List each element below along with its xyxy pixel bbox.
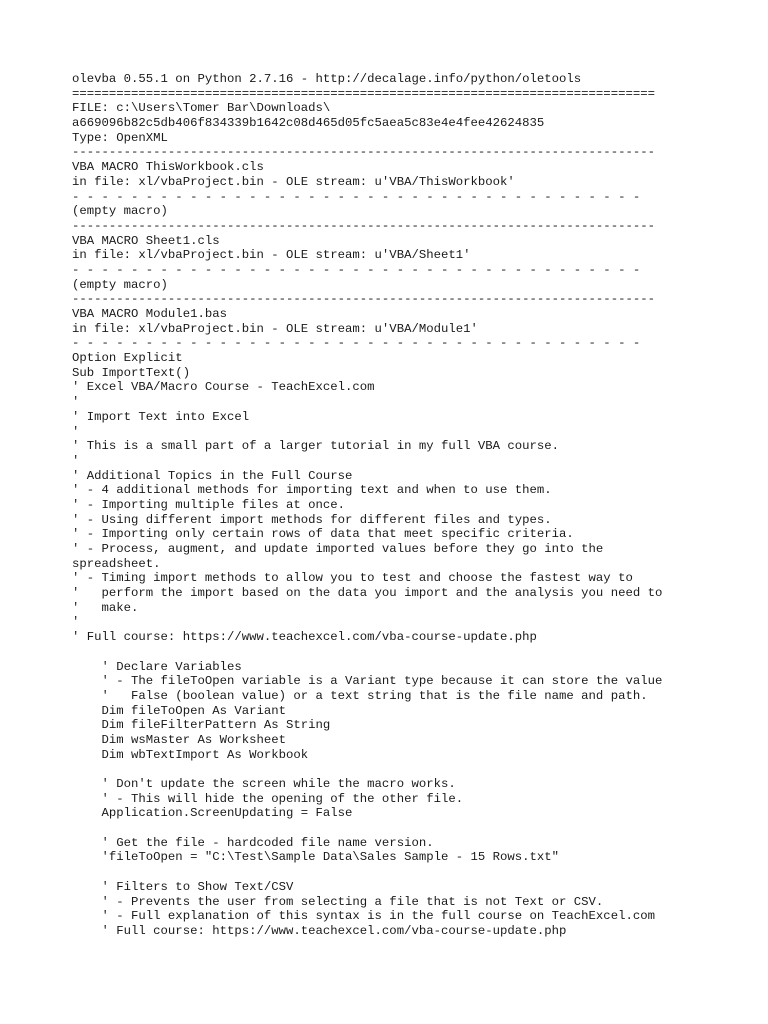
file-type-line: Type: OpenXML <box>72 130 168 145</box>
code-line: spreadsheet. <box>72 556 161 571</box>
macro-stream: in file: xl/vbaProject.bin - OLE stream: u'VBA/ThisWorkbook' <box>72 174 515 189</box>
blank-line <box>72 645 692 660</box>
code-line: Application.ScreenUpdating = False <box>72 806 353 821</box>
code-line: ' This is a small part of a larger tutorial in my full VBA course. <box>72 439 560 454</box>
code-line: 'fileToOpen = "C:\Test\Sample Data\Sales Sample - 15 Rows.txt" <box>72 850 560 865</box>
code-line: Sub ImportText() <box>72 365 191 380</box>
file-hash-line: a669096b82c5db406f834339b1642c08d465d05fc5aea5c83e4e4fee42624835 <box>72 116 545 131</box>
macro-stream: in file: xl/vbaProject.bin - OLE stream: u'VBA/Module1' <box>72 321 478 336</box>
code-line: ' Don't update the screen while the macro works. <box>72 777 456 791</box>
separator-dashed: - - - - - - - - - - - - - - - - - - - - - - - - - - - - - - - - - - - - - - - <box>72 336 641 351</box>
separator-double: =============================================================================== <box>72 86 655 101</box>
empty-macro-note: (empty macro) <box>72 204 168 219</box>
code-line: ' make. <box>72 600 139 615</box>
code-line: ' - The fileToOpen variable is a Variant type because it can store the value <box>72 674 663 689</box>
code-line: ' <box>72 395 80 410</box>
code-line: ' Full course: https://www.teachexcel.com/vba-course-update.php <box>72 923 567 938</box>
code-line: ' - Timing import methods to allow you to test and choose the fastest way to <box>72 571 633 586</box>
macro-title: VBA MACRO ThisWorkbook.cls <box>72 160 264 175</box>
code-line: Dim fileToOpen As Variant <box>72 703 287 718</box>
file-path-line: FILE: c:\Users\Tomer Bar\Downloads\ <box>72 101 331 116</box>
code-line: ' - 4 additional methods for importing text and when to use them. <box>72 483 552 498</box>
empty-macro-note: (empty macro) <box>72 277 168 292</box>
code-line: ' - This will hide the opening of the other file. <box>72 791 464 806</box>
separator-dashed: - - - - - - - - - - - - - - - - - - - - - - - - - - - - - - - - - - - - - - - <box>72 189 641 204</box>
code-line: ' - Process, augment, and update imported values before they go into the <box>72 542 604 556</box>
separator: ------------------------------------------------------------------------------- <box>72 218 655 233</box>
separator: ------------------------------------------------------------------------------- <box>72 145 655 160</box>
code-line: ' - Prevents the user from selecting a file that is not Text or CSV. <box>72 894 604 909</box>
macro-title: VBA MACRO Sheet1.cls <box>72 233 220 248</box>
blank-line <box>72 762 692 777</box>
separator-dashed: - - - - - - - - - - - - - - - - - - - - - - - - - - - - - - - - - - - - - - - <box>72 262 641 277</box>
blank-line <box>72 865 692 880</box>
code-line: ' <box>72 453 80 468</box>
code-line: ' Excel VBA/Macro Course - TeachExcel.com <box>72 380 375 395</box>
code-line: ' Get the file - hardcoded file name version. <box>72 835 434 850</box>
code-line: Dim wbTextImport As Workbook <box>72 747 309 762</box>
macro-stream: in file: xl/vbaProject.bin - OLE stream: u'VBA/Sheet1' <box>72 248 471 263</box>
code-line: ' perform the import based on the data you import and the analysis you need to <box>72 586 663 601</box>
code-line: ' Filters to Show Text/CSV <box>72 879 294 894</box>
macro-title: VBA MACRO Module1.bas <box>72 307 227 321</box>
code-line: Option Explicit <box>72 351 183 366</box>
code-line: ' - Importing only certain rows of data that meet specific criteria. <box>72 527 574 542</box>
code-line: ' <box>72 424 80 439</box>
code-line: ' Import Text into Excel <box>72 409 250 424</box>
code-line: ' Full course: https://www.teachexcel.com/vba-course-update.php <box>72 630 537 645</box>
code-line: ' <box>72 615 80 630</box>
code-line: ' Additional Topics in the Full Course <box>72 468 353 483</box>
code-line: Dim fileFilterPattern As String <box>72 718 331 733</box>
code-line: ' False (boolean value) or a text string that is the file name and path. <box>72 688 648 703</box>
olevba-output-document <box>72 72 692 939</box>
code-line: ' - Importing multiple files at once. <box>72 497 346 512</box>
code-line: Dim wsMaster As Worksheet <box>72 732 287 747</box>
separator: ------------------------------------------------------------------------------- <box>72 292 655 307</box>
blank-line <box>72 821 692 836</box>
code-line: ' - Full explanation of this syntax is in the full course on TeachExcel.com <box>72 909 655 924</box>
header-line: olevba 0.55.1 on Python 2.7.16 - http://decalage.info/python/oletools <box>72 72 582 86</box>
code-line: ' - Using different import methods for different files and types. <box>72 512 552 527</box>
code-line: ' Declare Variables <box>72 659 242 674</box>
